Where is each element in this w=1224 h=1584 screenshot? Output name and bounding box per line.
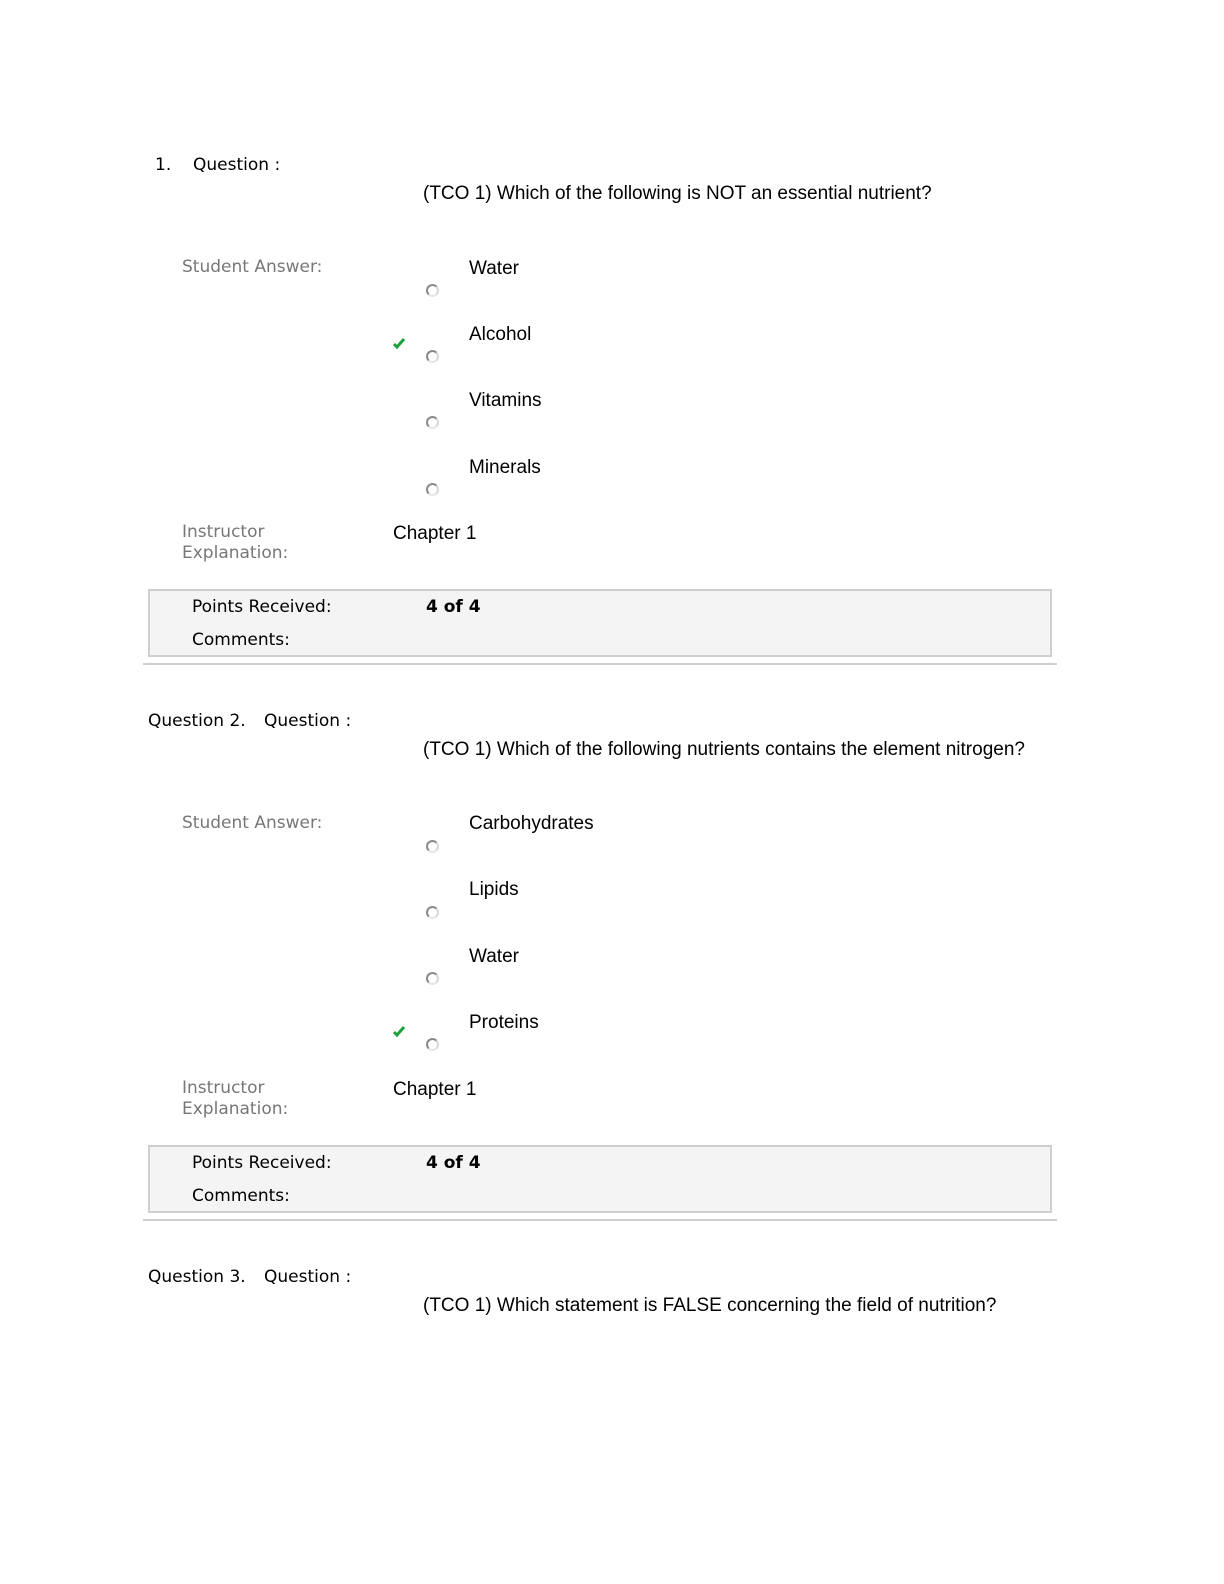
points-received-value: 4 of 4 [426, 597, 481, 617]
option-label: Minerals [469, 457, 541, 478]
correct-check-icon [392, 336, 406, 350]
points-box [148, 1145, 1052, 1213]
instructor-explanation-label: Instructor Explanation: [182, 522, 289, 563]
option-label: Lipids [469, 879, 519, 900]
option-label: Proteins [469, 1012, 539, 1033]
question-label: Question : [193, 155, 281, 175]
option-label: Alcohol [469, 324, 532, 345]
option-label: Carbohydrates [469, 813, 594, 834]
question-label: Question : [264, 711, 352, 731]
points-box [148, 589, 1052, 657]
radio-button[interactable] [426, 840, 439, 853]
explanation-text: Chapter 1 [393, 1079, 477, 1100]
question-text: (TCO 1) Which of the following nutrients contains the element nitrogen? [423, 739, 1025, 760]
divider [143, 663, 1057, 665]
correct-check-icon [392, 1024, 406, 1038]
points-received-label: Points Received: [192, 597, 332, 617]
radio-button[interactable] [426, 483, 439, 496]
instructor-explanation-label: Instructor Explanation: [182, 1078, 289, 1119]
points-received-value: 4 of 4 [426, 1153, 481, 1173]
question-number: Question 3. [148, 1267, 246, 1287]
option-label: Water [469, 258, 519, 279]
option-label: Water [469, 946, 519, 967]
question-text: (TCO 1) Which of the following is NOT an essential nutrient? [423, 183, 932, 204]
question-number: Question 2. [148, 711, 246, 731]
comments-label: Comments: [192, 630, 290, 650]
question-text: (TCO 1) Which statement is FALSE concerning the field of nutrition? [423, 1295, 997, 1316]
question-number: 1. [155, 155, 172, 175]
question-label: Question : [264, 1267, 352, 1287]
radio-button[interactable] [426, 416, 439, 429]
explanation-text: Chapter 1 [393, 523, 477, 544]
divider [143, 1219, 1057, 1221]
radio-button[interactable] [426, 906, 439, 919]
radio-button[interactable] [426, 284, 439, 297]
student-answer-label: Student Answer: [182, 813, 323, 833]
comments-label: Comments: [192, 1186, 290, 1206]
option-label: Vitamins [469, 390, 542, 411]
points-received-label: Points Received: [192, 1153, 332, 1173]
radio-button[interactable] [426, 350, 439, 363]
radio-button[interactable] [426, 1038, 439, 1051]
student-answer-label: Student Answer: [182, 257, 323, 277]
radio-button[interactable] [426, 972, 439, 985]
